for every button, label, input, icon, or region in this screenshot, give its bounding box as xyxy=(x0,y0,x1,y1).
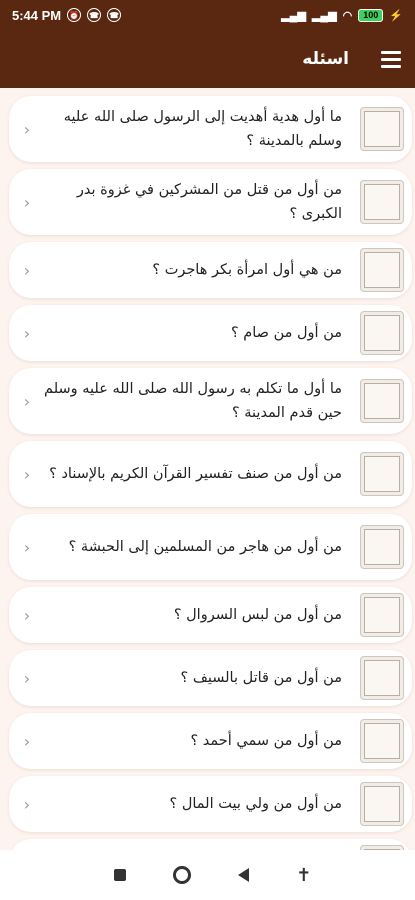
book-thumbnail-icon xyxy=(360,719,404,763)
question-item[interactable] xyxy=(9,242,412,298)
book-thumbnail-icon xyxy=(360,525,404,569)
recents-icon[interactable] xyxy=(114,869,126,881)
menu-icon[interactable] xyxy=(375,46,401,72)
chevron-left-icon: ‹ xyxy=(23,794,31,814)
book-thumbnail-icon xyxy=(360,452,404,496)
chevron-left-icon: ‹ xyxy=(23,391,31,411)
question-item[interactable] xyxy=(9,368,412,434)
question-text: من أول من ولي بيت المال ؟ xyxy=(169,796,342,812)
alarm-icon: ⏰ xyxy=(67,8,81,22)
chevron-left-icon: ‹ xyxy=(23,119,31,139)
home-icon[interactable] xyxy=(173,866,191,884)
question-text: من أول من لبس السروال ؟ xyxy=(173,607,342,623)
book-thumbnail-icon xyxy=(360,248,404,292)
status-bar xyxy=(0,0,415,30)
accessibility-icon[interactable]: ✝ xyxy=(296,864,312,886)
chevron-left-icon: ‹ xyxy=(23,323,31,343)
chevron-left-icon: ‹ xyxy=(23,464,31,484)
chevron-left-icon: ‹ xyxy=(23,192,31,212)
chevron-left-icon: ‹ xyxy=(23,731,31,751)
whatsapp-icon-2: ☎ xyxy=(107,8,121,22)
book-thumbnail-icon xyxy=(360,107,404,151)
app-bar xyxy=(0,30,415,88)
question-text: من أول من صنف تفسير القرآن الكريم بالإسناد ؟ xyxy=(49,466,342,482)
book-thumbnail-icon xyxy=(360,593,404,637)
signal-icon: ▂▄▆ xyxy=(281,9,306,22)
back-icon[interactable] xyxy=(238,868,249,882)
book-thumbnail-icon xyxy=(360,782,404,826)
signal-icon-2: ▂▄▆ xyxy=(311,9,337,22)
battery-icon: 100 xyxy=(358,9,383,22)
question-text: ما أول ما تكلم به رسول الله صلى الله عليه وسلم حين قدم المدينة ؟ xyxy=(44,381,342,421)
chevron-left-icon: ‹ xyxy=(23,668,31,688)
wifi-icon: ◠ xyxy=(342,9,353,22)
system-nav-bar xyxy=(0,850,415,900)
chevron-left-icon: ‹ xyxy=(23,537,31,557)
book-thumbnail-icon xyxy=(360,311,404,355)
question-item[interactable] xyxy=(9,587,412,643)
question-item[interactable] xyxy=(9,305,412,361)
questions-list[interactable] xyxy=(0,96,415,850)
question-text: ما أول هدية أهديت إلى الرسول صلى الله عليه وسلم بالمدينة ؟ xyxy=(63,109,342,149)
question-text: من هي أول امرأة بكر هاجرت ؟ xyxy=(152,262,342,278)
question-item[interactable] xyxy=(9,441,412,507)
book-thumbnail-icon xyxy=(360,180,404,224)
chevron-left-icon: ‹ xyxy=(23,605,31,625)
question-item[interactable] xyxy=(9,776,412,832)
status-time: 5:44 PM xyxy=(12,7,62,23)
book-thumbnail-icon xyxy=(360,656,404,700)
question-item[interactable] xyxy=(9,713,412,769)
question-item[interactable] xyxy=(9,169,412,235)
question-text: من أول من هاجر من المسلمين إلى الحبشة ؟ xyxy=(68,539,342,555)
question-item[interactable] xyxy=(9,514,412,580)
question-text: من أول من قتل من المشركين في غزوة بدر الكبرى ؟ xyxy=(76,182,342,222)
question-text: من أول من سمي أحمد ؟ xyxy=(190,733,342,749)
page-title: اسئله xyxy=(302,49,349,69)
chevron-left-icon: ‹ xyxy=(23,260,31,280)
question-text: من أول من قاتل بالسيف ؟ xyxy=(180,670,342,686)
question-item[interactable] xyxy=(9,96,412,162)
whatsapp-icon: ☎ xyxy=(87,8,101,22)
question-text: من أول من صام ؟ xyxy=(230,325,342,341)
question-item[interactable] xyxy=(9,650,412,706)
book-thumbnail-icon xyxy=(360,379,404,423)
charging-icon: ⚡ xyxy=(389,9,403,22)
